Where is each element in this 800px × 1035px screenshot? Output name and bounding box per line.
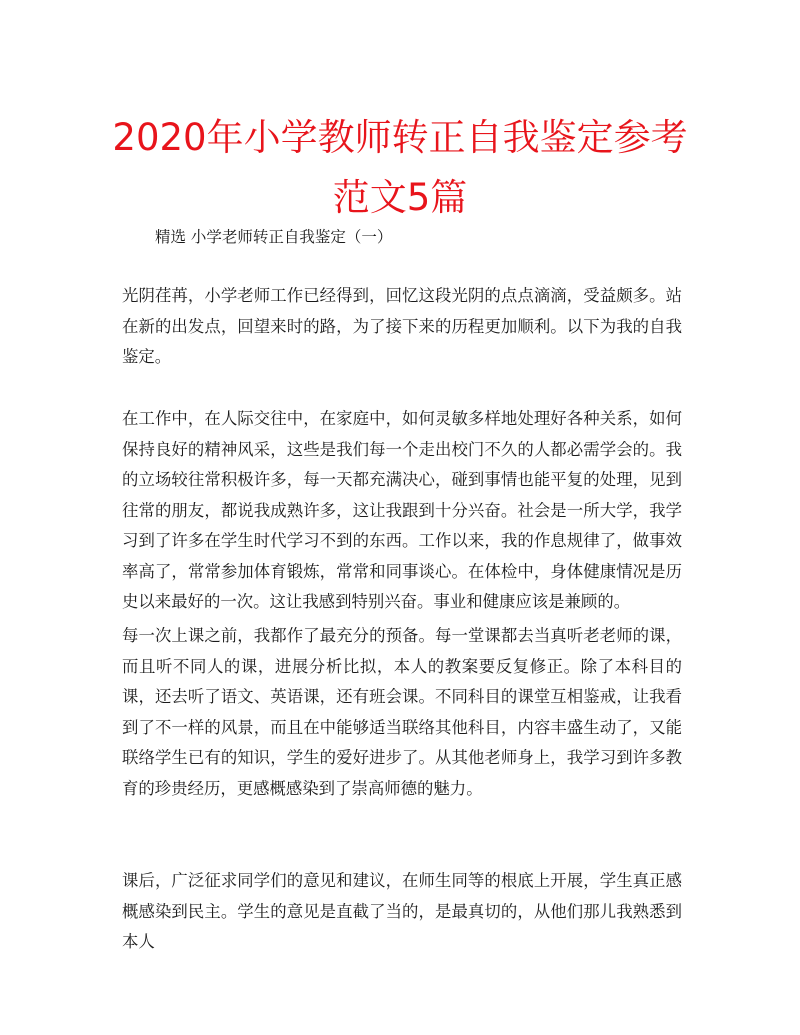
paragraph-3: 每一次上课之前，我都作了最充分的预备。每一堂课都去当真听老老师的课，而且听不同人的课，进展分析比拟，本人的教案要反复修正。除了本科目的课，还去听了语文、英语课，还有班会课。不同科目的课堂互相鉴戒，让我看到了不一样的风景，而且在中能够适当联络其他科目，内容丰盛生动了，又能联络学生已有的知识，学生的爱好进步了。从其他老师身上，我学习到许多教育的珍贵经历，更感概感染到了崇高师德的魅力。 xyxy=(122,626,682,798)
paragraph-4: 课后，广泛征求同学们的意见和建议，在师生同等的根底上开展，学生真正感概感染到民主。学生的意见是直截了当的，是最真切的，从他们那儿我熟悉到本人 xyxy=(122,871,682,951)
paragraph-2: 在工作中，在人际交往中，在家庭中，如何灵敏多样地处理好各种关系，如何保持良好的精神风采，这些是我们每一个走出校门不久的人都必需学会的。我的立场较往常积极许多，每一天都充满决心，碰到事情也能平复的处理，见到往常的朋友，都说我成熟许多，这让我跟到十分兴奋。社会是一所大学，我学习到了许多在学生时代学习不到的东西。工作以来，我的作息规律了，做事效率高了，常常参加体育锻炼，常常和同事谈心。在体检中，身体健康情况是历史以来最好的一次。这让我感到特别兴奋。事业和健康应该是兼顾的。 xyxy=(122,409,682,611)
section-subtitle: 精选 小学老师转正自我鉴定（一） xyxy=(155,228,393,246)
paragraph-1: 光阴荏苒，小学老师工作已经得到，回忆这段光阴的点点滴滴，受益颇多。站在新的出发点，回望来时的路，为了接下来的历程更加顺利。以下为我的自我鉴定。 xyxy=(122,286,682,366)
document-title: 2020年小学教师转正自我鉴定参考范文5篇 xyxy=(112,116,688,219)
